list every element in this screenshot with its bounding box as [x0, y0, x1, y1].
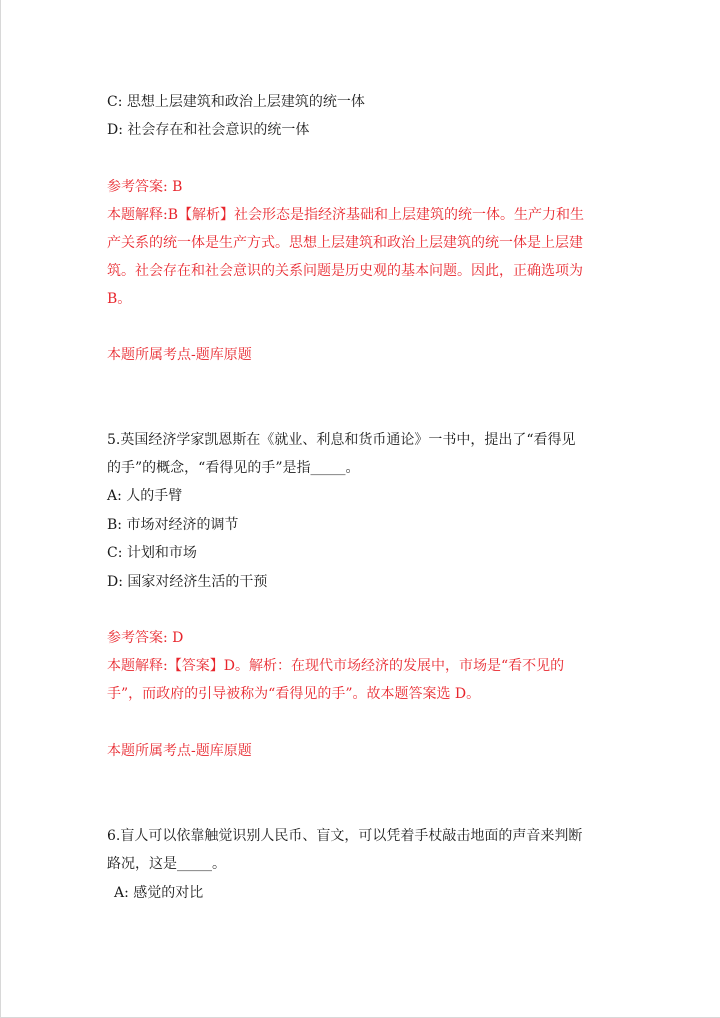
- q4-option-d: D: 社会存在和社会意识的统一体: [107, 122, 310, 138]
- q5-explanation-line-1: 本题解释:【答案】D。解析：在现代市场经济的发展中，市场是“看不见的: [107, 658, 565, 674]
- q4-answer: 参考答案: B: [107, 179, 183, 195]
- q6-question-line-1: 6.盲人可以依靠触觉识别人民币、盲文，可以凭着手杖敲击地面的声音来判断: [107, 828, 583, 844]
- q5-explanation-line-2: 手”，而政府的引导被称为“看得见的手”。故本题答案选 D。: [107, 686, 481, 702]
- q4-explanation-line-3: 筑。社会存在和社会意识的关系问题是历史观的基本问题。因此，正确选项为: [107, 263, 583, 279]
- q5-option-b: B: 市场对经济的调节: [107, 517, 239, 533]
- q5-option-a: A: 人的手臂: [107, 488, 183, 504]
- q5-answer: 参考答案: D: [107, 630, 184, 646]
- q5-source: 本题所属考点-题库原题: [107, 743, 252, 759]
- q4-explanation-line-1: 本题解释:B【解析】社会形态是指经济基础和上层建筑的统一体。生产力和生: [107, 207, 585, 223]
- q4-explanation-line-2: 产关系的统一体是生产方式。思想上层建筑和政治上层建筑的统一体是上层建: [107, 235, 583, 251]
- q4-option-c: C: 思想上层建筑和政治上层建筑的统一体: [107, 94, 365, 110]
- q4-explanation-line-4: B。: [107, 291, 132, 307]
- q5-option-d: D: 国家对经济生活的干预: [107, 574, 268, 590]
- q4-source: 本题所属考点-题库原题: [107, 347, 252, 363]
- page-border-left: [0, 0, 1, 1018]
- q5-question-line-2: 的手”的概念，“看得见的手”是指_____。: [107, 460, 360, 476]
- q6-question-line-2: 路况，这是_____。: [107, 856, 226, 872]
- q5-option-c: C: 计划和市场: [107, 545, 197, 561]
- q6-option-a: A: 感觉的对比: [114, 885, 204, 901]
- q5-question-line-1: 5.英国经济学家凯恩斯在《就业、利息和货币通论》一书中，提出了“看得见: [107, 432, 576, 448]
